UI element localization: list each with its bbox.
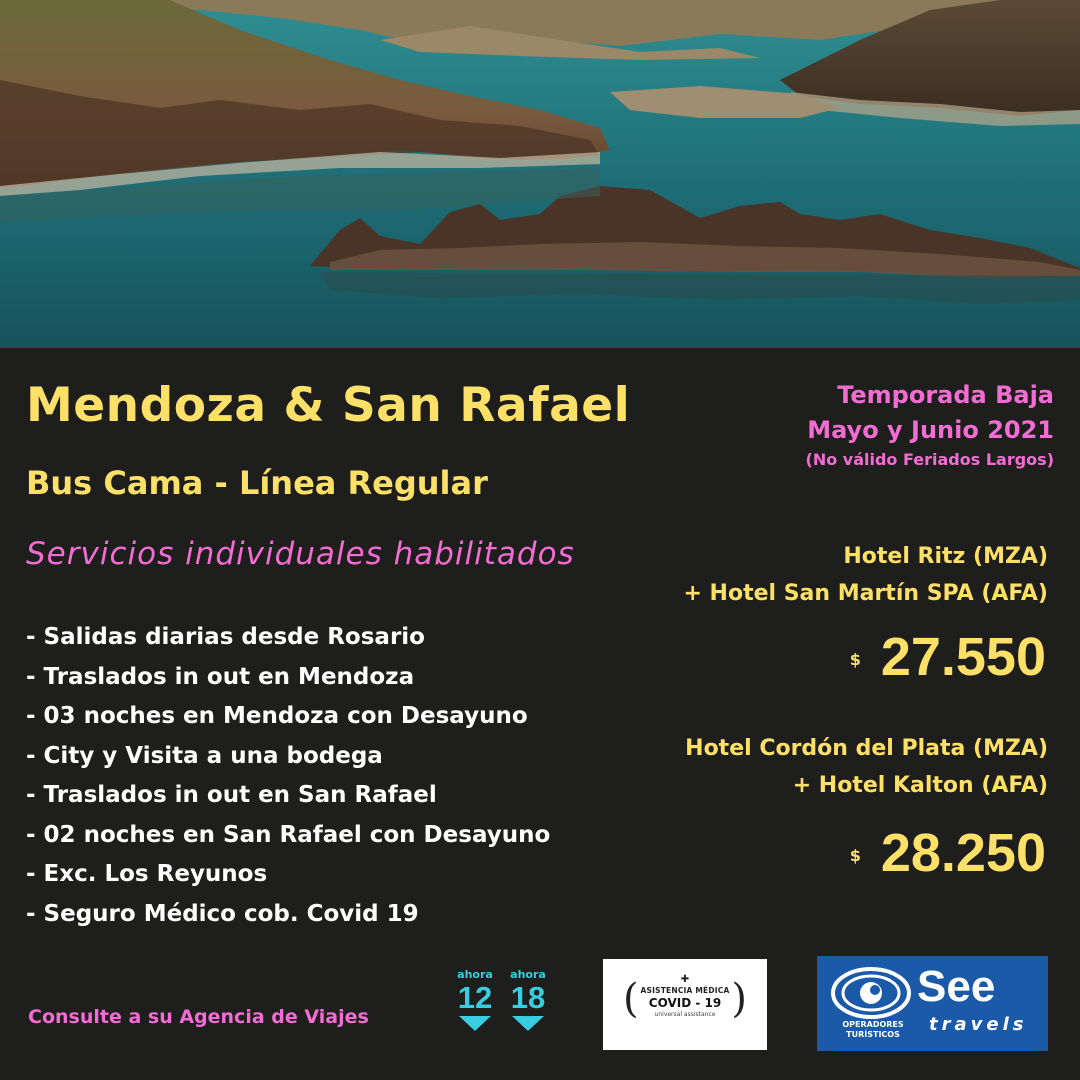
eye-icon <box>831 966 911 1020</box>
season-note: (No válido Feriados Largos) <box>805 450 1054 469</box>
medical-cross-icon: ✚ <box>680 974 690 985</box>
price-option-b <box>850 822 1046 884</box>
hotel-a-line1: Hotel Ritz (MZA) <box>843 544 1048 569</box>
down-arrow-icon <box>459 1016 491 1031</box>
services-heading: Servicios individuales habilitados <box>26 536 575 572</box>
ahora-word: ahora <box>457 968 493 981</box>
currency-symbol: $ <box>849 845 861 865</box>
list-item: - Seguro Médico cob. Covid 19 <box>26 900 419 927</box>
ahora-number: 18 <box>510 980 546 1015</box>
covid-badge-line1: ASISTENCIA MÉDICA <box>640 986 730 995</box>
season-label: Temporada Baja <box>837 381 1054 409</box>
see-sub: travels <box>929 1014 1028 1035</box>
list-item: - 03 noches en Mendoza con Desayuno <box>26 703 528 729</box>
ahora-number: 12 <box>457 980 493 1015</box>
hotel-a-line2: + Hotel San Martín SPA (AFA) <box>683 581 1048 606</box>
operators-label <box>825 1020 921 1040</box>
list-item: - City y Visita a una bodega <box>26 742 383 769</box>
list-item: - Traslados in out en Mendoza <box>26 663 415 690</box>
hotel-b-line2: + Hotel Kalton (AFA) <box>792 773 1048 798</box>
season-block <box>806 378 1054 472</box>
hotel-option-b <box>685 730 1048 804</box>
price-amount: 27.550 <box>880 627 1046 687</box>
season-dates: Mayo y Junio 2021 <box>807 416 1054 444</box>
down-arrow-icon <box>512 1016 544 1031</box>
destination-title: Mendoza & San Rafael <box>26 378 631 433</box>
see-brand: See <box>917 962 996 1011</box>
price-amount: 28.250 <box>880 823 1046 883</box>
list-item: - 02 noches en San Rafael con Desayuno <box>26 821 551 848</box>
list-item: - Traslados in out en San Rafael <box>26 782 437 808</box>
price-option-a <box>850 626 1046 688</box>
see-travels-logo <box>817 956 1048 1051</box>
transport-subtitle: Bus Cama - Línea Regular <box>26 464 488 502</box>
ops-line2: TURÍSTICOS <box>846 1030 900 1039</box>
currency-symbol: $ <box>849 649 861 669</box>
covid-assistance-badge <box>603 959 767 1050</box>
hero-landscape-photo <box>0 0 1080 348</box>
list-item: - Salidas diarias desde Rosario <box>26 624 425 650</box>
list-item: - Exc. Los Reyunos <box>26 861 268 887</box>
ahora-word: ahora <box>510 968 546 981</box>
hotel-b-line1: Hotel Cordón del Plata (MZA) <box>685 736 1048 761</box>
covid-badge-line2: COVID - 19 <box>648 996 722 1010</box>
ahora-12-logo <box>453 968 497 1031</box>
bracket-left-icon: ( <box>623 976 639 1022</box>
covid-badge-line3: universal assistance <box>654 1011 716 1018</box>
itinerary-list <box>26 618 550 934</box>
ops-line1: OPERADORES <box>842 1020 904 1029</box>
hotel-option-a <box>683 538 1048 612</box>
bracket-right-icon: ) <box>731 976 747 1022</box>
consult-agency-note: Consulte a su Agencia de Viajes <box>28 1006 369 1028</box>
ahora-18-logo <box>506 968 550 1031</box>
